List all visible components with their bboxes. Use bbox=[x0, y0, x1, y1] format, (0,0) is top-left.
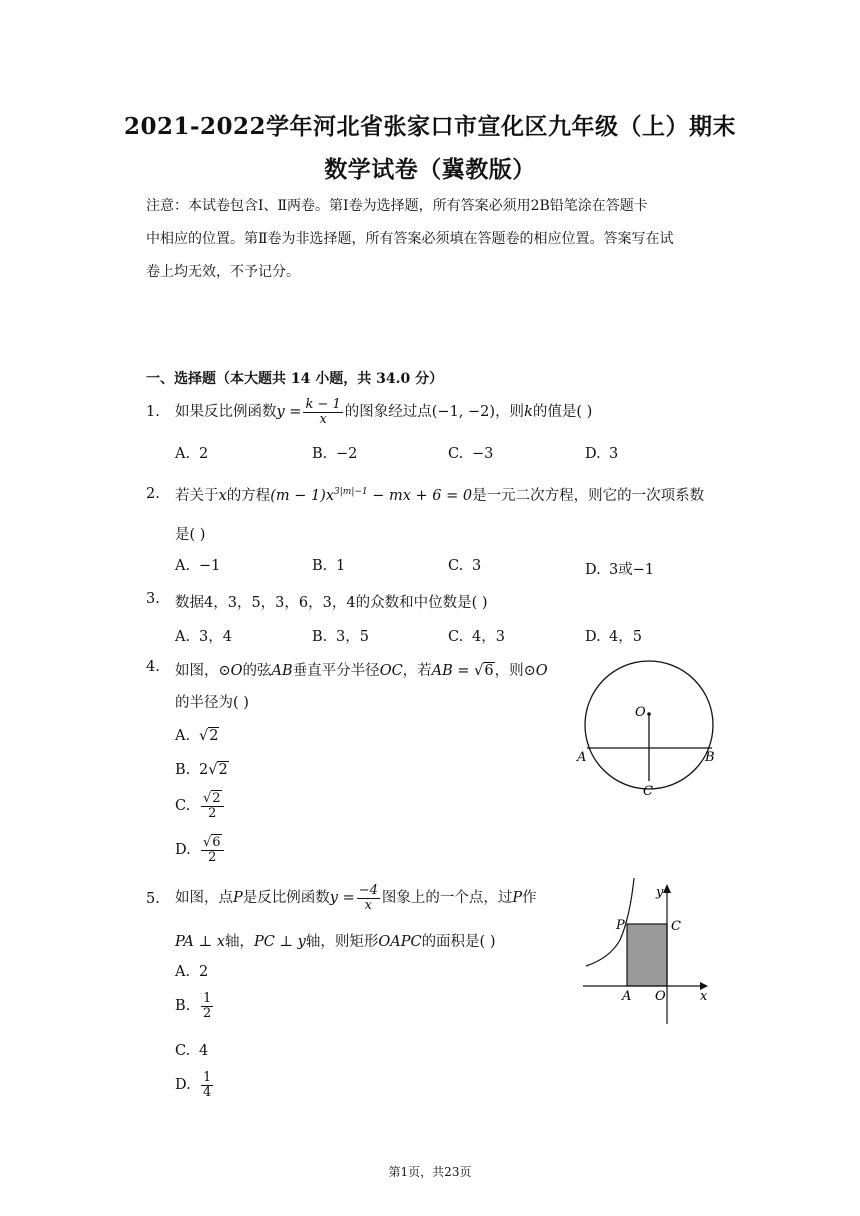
question-5-option-b[interactable]: B. $\frac{1}{2}$ bbox=[175, 991, 212, 1021]
question-4-option-c[interactable]: C. $\frac{√2}{2}$ bbox=[175, 792, 226, 820]
question-2-stem-line-2: 是( ) bbox=[175, 527, 206, 543]
section-heading: 一、选择题（本大题共 14 小题，共 34.0 分） bbox=[146, 371, 444, 387]
question-3-option-b[interactable]: B. 3，5 bbox=[312, 629, 369, 645]
label-x: x bbox=[700, 989, 708, 1004]
question-3-option-d[interactable]: D. 4，5 bbox=[585, 629, 642, 645]
question-4-stem-line-2: 的半径为( ) bbox=[175, 695, 249, 711]
question-5-option-c[interactable]: C. 4 bbox=[175, 1043, 209, 1059]
question-1-option-c[interactable]: C. −3 bbox=[448, 446, 494, 462]
question-5-stem: 如图，点P是反比例函数y = $\frac{-4}{x}$ 图象上的一个点，过P作 bbox=[175, 883, 537, 913]
question-5-graph-figure bbox=[580, 872, 720, 1032]
label-a: A bbox=[622, 989, 632, 1004]
question-5-number: 5. bbox=[146, 891, 160, 907]
question-2-stem: 若关于x的方程$(m - 1)x^{3|m|-1}$ − mx + 6 = 0是一元二次方程，则它的一次项系数 bbox=[175, 487, 705, 504]
fraction: $\frac{k - 1}{x}$ bbox=[305, 397, 341, 427]
question-4-option-d[interactable]: D. $\frac{√6}{2}$ bbox=[175, 836, 226, 864]
label-o: O bbox=[635, 705, 646, 720]
notice-line-3: 卷上均无效，不予记分。 bbox=[146, 264, 300, 280]
page-title-line-2: 数学试卷（冀教版） bbox=[324, 156, 536, 183]
exam-notice bbox=[146, 190, 721, 289]
question-2-option-b[interactable]: B. 1 bbox=[312, 558, 346, 574]
label-a: A bbox=[577, 750, 587, 765]
question-4-circle-figure bbox=[574, 660, 724, 800]
question-3-option-a[interactable]: A. 3，4 bbox=[175, 629, 232, 645]
question-1-stem: 如果反比例函数y = $\frac{k - 1}{x}$ 的图象经过点(−1, −2)，则k的值是( ) bbox=[175, 397, 593, 427]
notice-line-2: 中相应的位置。第Ⅱ卷为非选择题，所有答案必须填在答题卷的相应位置。答案写在试 bbox=[146, 231, 674, 247]
sqrt-expression: √6 bbox=[474, 663, 494, 679]
label-b: B bbox=[705, 750, 715, 765]
question-4-option-b[interactable]: B. 2√2 bbox=[175, 762, 228, 778]
label-y: y bbox=[656, 885, 664, 900]
question-2-option-a[interactable]: A. −1 bbox=[175, 558, 221, 574]
rectangle-oapc bbox=[627, 924, 667, 986]
label-c: C bbox=[643, 784, 653, 799]
question-1-option-d[interactable]: D. 3 bbox=[585, 446, 619, 462]
question-4-option-a[interactable]: A. √2 bbox=[175, 728, 219, 744]
question-2-number: 2. bbox=[146, 486, 160, 502]
question-5-option-a[interactable]: A. 2 bbox=[175, 964, 209, 980]
question-5-stem-line-2: PA ⊥ x轴，PC ⊥ y轴，则矩形OAPC的面积是( ) bbox=[175, 934, 496, 950]
label-c: C bbox=[671, 919, 681, 934]
question-3-option-c[interactable]: C. 4，3 bbox=[448, 629, 505, 645]
question-4-stem: 如图，⊙O的弦AB垂直平分半径OC，若AB = √6，则⊙O bbox=[175, 663, 548, 679]
question-1-option-b[interactable]: B. −2 bbox=[312, 446, 358, 462]
label-o: O bbox=[655, 989, 666, 1004]
question-2-option-c[interactable]: C. 3 bbox=[448, 558, 482, 574]
question-3-stem: 数据4，3，5，3，6，3，4的众数和中位数是( ) bbox=[175, 595, 488, 611]
question-1-option-a[interactable]: A. 2 bbox=[175, 446, 209, 462]
question-5-option-d[interactable]: D. $\frac{1}{4}$ bbox=[175, 1070, 212, 1100]
question-4-number: 4. bbox=[146, 659, 160, 675]
notice-line-1: 注意：本试卷包含Ⅰ、Ⅱ两卷。第Ⅰ卷为选择题，所有答案必须用2B铅笔涂在答题卡 bbox=[146, 198, 648, 214]
page-title-line-1: 2021-2022学年河北省张家口市宣化区九年级（上）期末 bbox=[123, 113, 737, 140]
center-point bbox=[647, 712, 651, 716]
label-p: P bbox=[616, 918, 625, 933]
question-1-number: 1. bbox=[146, 404, 160, 420]
page-footer: 第1页，共23页 bbox=[388, 1165, 472, 1179]
question-2-option-d[interactable]: D. 3或−1 bbox=[585, 562, 655, 578]
question-3-number: 3. bbox=[146, 591, 160, 607]
y-axis-arrow bbox=[663, 884, 671, 893]
